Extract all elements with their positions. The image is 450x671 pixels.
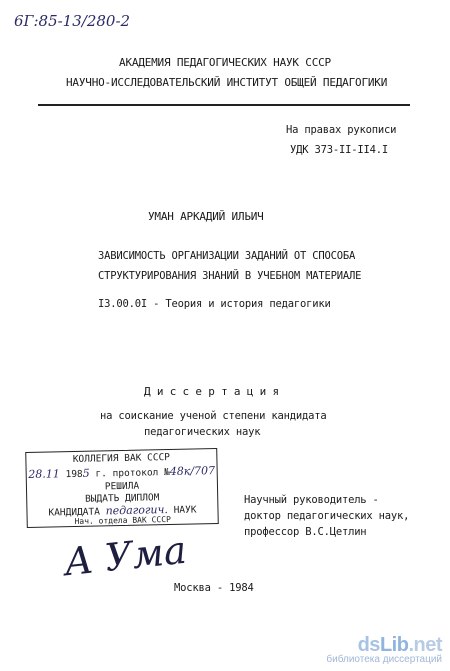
stamp-date: 28.11	[28, 467, 60, 481]
stamp-decision: РЕШИЛА	[104, 480, 140, 493]
dslib-subtitle: библиотека диссертаций	[326, 654, 442, 665]
place-year: Москва - 1984	[174, 582, 254, 594]
supervisor-line-2: доктор педагогических наук,	[244, 510, 410, 522]
stamp-issue: ВЫДАТЬ ДИПЛОМ	[84, 492, 160, 505]
stamp-degree-pre: КАНДИДАТА	[48, 506, 101, 519]
udk-code: УДК 373-II-II4.I	[290, 144, 388, 156]
archive-code: 6Г:85-13/280-2	[14, 12, 131, 30]
stamp-line-1: КОЛЛЕГИЯ ВАК СССР	[72, 451, 171, 466]
stamp-protocol-label: г. протокол №	[95, 466, 170, 480]
header-divider	[38, 104, 410, 106]
degree-line-1: на соискание ученой степени кандидата	[100, 410, 327, 422]
institute-name: НАУЧНО-ИССЛЕДОВАТЕЛЬСКИЙ ИНСТИТУТ ОБЩЕЙ ПЕДАГОГИКИ	[66, 76, 388, 89]
stamp-year: 198	[65, 468, 83, 481]
degree-line-2: педагогических наук	[144, 426, 261, 438]
dslib-logo: dsLib.net	[357, 634, 442, 656]
author-name: УМАН АРКАДИЙ ИЛЬИЧ	[148, 210, 264, 223]
title-line-1: ЗАВИСИМОСТЬ ОРГАНИЗАЦИИ ЗАДАНИЙ ОТ СПОСОБА	[98, 250, 356, 262]
academy-name: АКАДЕМИЯ ПЕДАГОГИЧЕСКИХ НАУК СССР	[119, 56, 331, 69]
stamp-protocol-row	[27, 464, 217, 481]
stamp-year-digit: 5	[82, 466, 90, 480]
manuscript-rights: На правах рукописи	[286, 124, 397, 136]
vak-stamp	[25, 448, 219, 528]
stamp-footer: Нач. отдела ВАК СССР	[74, 514, 171, 527]
specialty: I3.00.0I - Теория и история педагогики	[98, 298, 331, 310]
stamp-degree-hand: педагогич.	[105, 503, 169, 518]
stamp-protocol-number: 48к/707	[169, 464, 216, 478]
supervisor-line-1: Научный руководитель -	[244, 494, 379, 506]
dslib-watermark	[326, 634, 442, 665]
supervisor-line-3: профессор В.С.Цетлин	[244, 526, 367, 538]
stamp-degree-post: НАУК	[173, 504, 197, 516]
title-line-2: СТРУКТУРИРОВАНИЯ ЗНАНИЙ В УЧЕБНОМ МАТЕРИАЛЕ	[98, 270, 362, 282]
author-signature: А Ума	[62, 527, 189, 585]
dissertation-heading: Д и с с е р т а ц и я	[144, 385, 279, 398]
